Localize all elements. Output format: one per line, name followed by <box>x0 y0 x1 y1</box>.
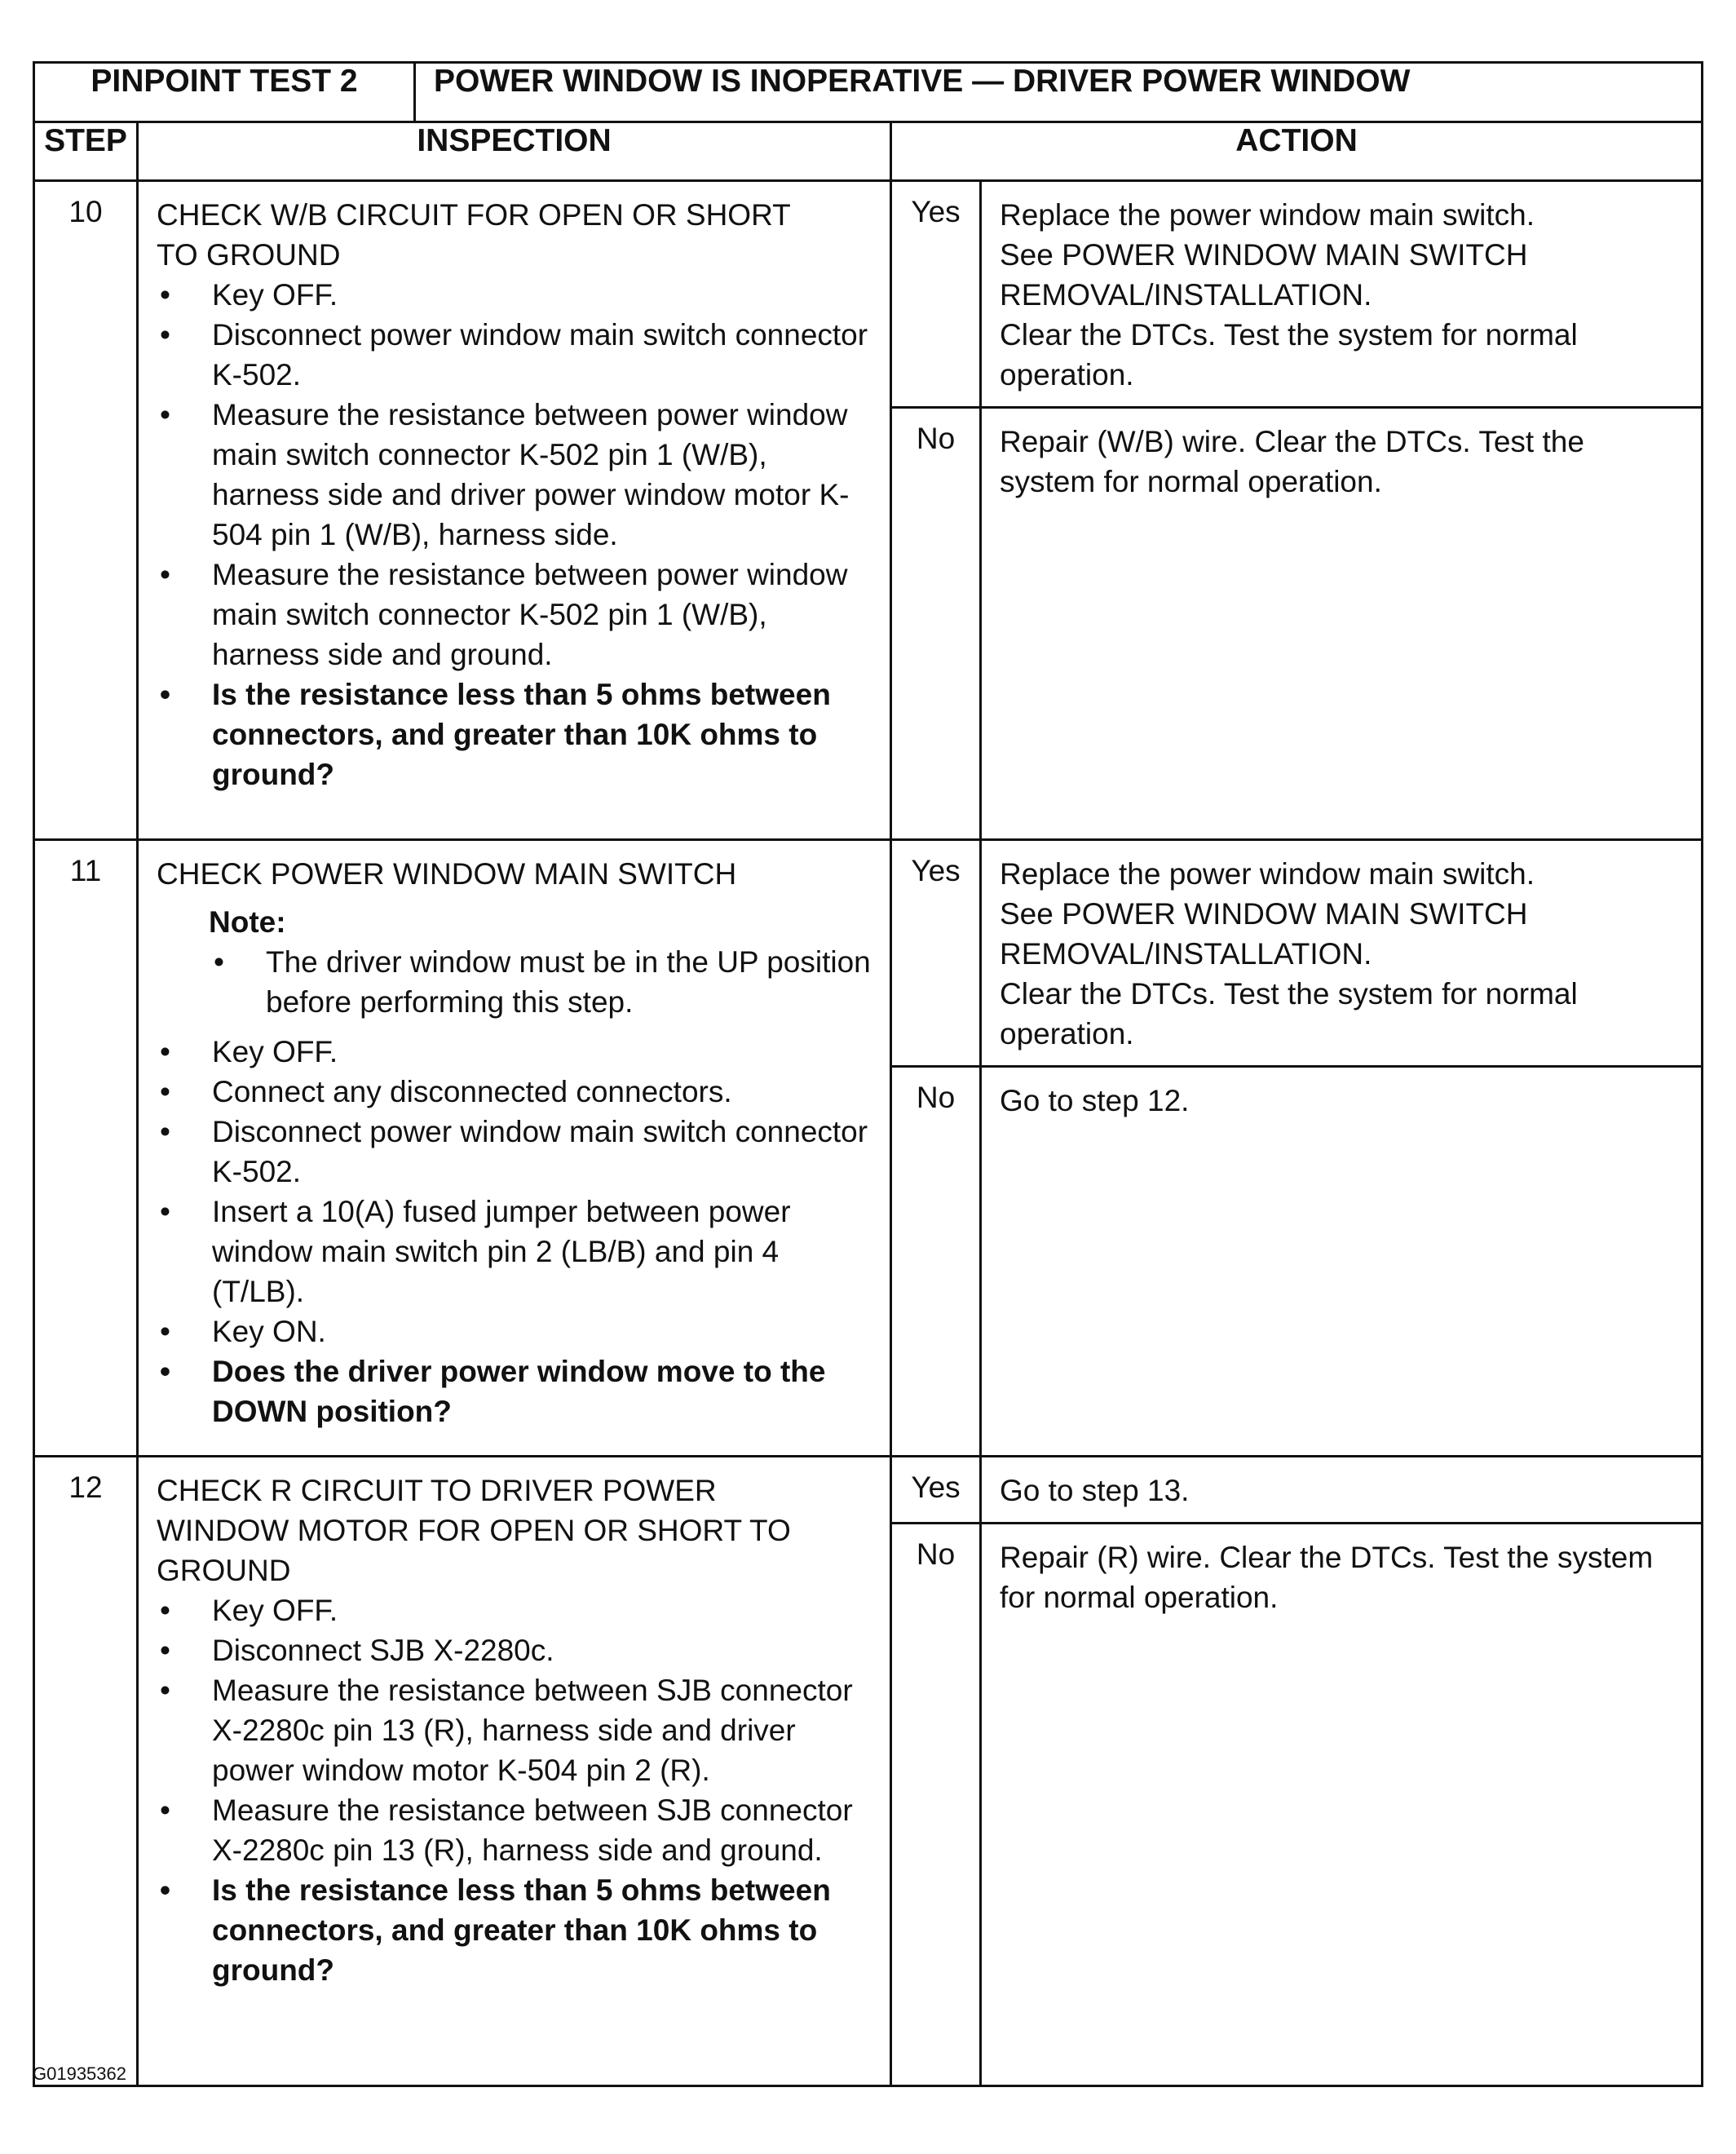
bullet-item: • Measure the resistance between power window main switch connector K-502 pin 1 (W/B), harness side and ground. <box>157 555 875 675</box>
action-line: REMOVAL/INSTALLATION. <box>1000 278 1372 312</box>
step-11-inspection <box>138 840 891 1457</box>
step-title-line: TO GROUND <box>157 238 341 272</box>
bullet-question: • Is the resistance less than 5 ohms between connectors, and greater than 10K ohms to ground? <box>157 675 875 794</box>
column-header-row <box>34 122 1703 181</box>
step-title-line: CHECK R CIRCUIT TO DRIVER POWER <box>157 1474 717 1507</box>
note-text: • The driver window must be in the UP position before performing this step. <box>209 942 875 1022</box>
bullet-item: • Key ON. <box>157 1311 875 1351</box>
bullet-question: • Does the driver power window move to the DOWN position? <box>157 1351 875 1431</box>
step-number: 12 <box>34 1457 138 2086</box>
action-line: Repair (W/B) wire. Clear the DTCs. Test the system for normal operation. <box>1000 425 1584 498</box>
step-title-line: WINDOW MOTOR FOR OPEN OR SHORT TO <box>157 1514 791 1547</box>
action-line: Clear the DTCs. Test the system for normal operation. <box>1000 977 1578 1050</box>
bullet-item: • Insert a 10(A) fused jumper between power window main switch pin 2 (LB/B) and pin 4 (T/LB). <box>157 1192 875 1311</box>
no-label: No <box>891 1067 981 1457</box>
yes-label: Yes <box>891 840 981 1067</box>
yes-label: Yes <box>891 181 981 408</box>
no-action <box>981 408 1703 840</box>
action-line: Clear the DTCs. Test the system for normal operation. <box>1000 318 1578 391</box>
step-number: 10 <box>34 181 138 840</box>
bullet-item: • Measure the resistance between power window main switch connector K-502 pin 1 (W/B), harness side and driver power window motor K-504 pin 1 (W/B), harness side. <box>157 395 875 555</box>
bullet-item: • Measure the resistance between SJB connector X-2280c pin 13 (R), harness side and driver power window motor K-504 pin 2 (R). <box>157 1670 875 1790</box>
action-column-header: ACTION <box>891 122 1703 181</box>
test-header-row <box>34 63 1703 122</box>
bullet-item: • Disconnect SJB X-2280c. <box>157 1630 875 1670</box>
step-10-bullets <box>157 275 875 794</box>
test-title: POWER WINDOW IS INOPERATIVE — DRIVER POWER WINDOW <box>415 63 1703 122</box>
no-label: No <box>891 408 981 840</box>
step-column-header: STEP <box>34 122 138 181</box>
action-line: See POWER WINDOW MAIN SWITCH <box>1000 238 1528 272</box>
note-block <box>209 902 875 1022</box>
yes-action <box>981 181 1703 408</box>
action-line: Repair (R) wire. Clear the DTCs. Test the system for normal operation. <box>1000 1541 1654 1614</box>
no-label: No <box>891 1524 981 2086</box>
step-12-bullets <box>157 1590 875 1990</box>
note-label: Note: <box>209 905 286 939</box>
step-10-inspection <box>138 181 891 840</box>
step-number: 11 <box>34 840 138 1457</box>
no-action <box>981 1524 1703 2086</box>
bullet-item: • Measure the resistance between SJB connector X-2280c pin 13 (R), harness side and ground. <box>157 1790 875 1870</box>
bullet-item: • Key OFF. <box>157 1590 875 1630</box>
bullet-question: • Is the resistance less than 5 ohms between connectors, and greater than 10K ohms to ground? <box>157 1870 875 1990</box>
step-12-row-yes <box>34 1457 1703 1524</box>
bullet-item: • Disconnect power window main switch connector K-502. <box>157 1112 875 1192</box>
action-line: See POWER WINDOW MAIN SWITCH <box>1000 897 1528 931</box>
yes-label: Yes <box>891 1457 981 1524</box>
pinpoint-test-table <box>33 61 1703 2087</box>
action-line: Replace the power window main switch. <box>1000 198 1535 232</box>
step-11-row-yes <box>34 840 1703 1067</box>
yes-action <box>981 840 1703 1067</box>
bullet-item: • Disconnect power window main switch connector K-502. <box>157 315 875 395</box>
bullet-item: • Key OFF. <box>157 275 875 315</box>
action-line: Go to step 13. <box>1000 1474 1190 1507</box>
pinpoint-label: PINPOINT TEST 2 <box>34 63 415 122</box>
no-action <box>981 1067 1703 1457</box>
bullet-item: • Connect any disconnected connectors. <box>157 1072 875 1112</box>
inspection-column-header: INSPECTION <box>138 122 891 181</box>
step-10-row-yes <box>34 181 1703 408</box>
step-title-line: CHECK POWER WINDOW MAIN SWITCH <box>157 857 737 891</box>
note-bullets <box>209 942 875 1022</box>
step-title-line: CHECK W/B CIRCUIT FOR OPEN OR SHORT <box>157 198 791 232</box>
step-11-bullets <box>157 1032 875 1431</box>
bullet-item: • Key OFF. <box>157 1032 875 1072</box>
figure-code: G01935362 <box>33 2063 126 2084</box>
action-line: Go to step 12. <box>1000 1084 1190 1117</box>
step-title-line: GROUND <box>157 1554 291 1587</box>
action-line: REMOVAL/INSTALLATION. <box>1000 937 1372 971</box>
yes-action <box>981 1457 1703 1524</box>
step-12-inspection <box>138 1457 891 2086</box>
action-line: Replace the power window main switch. <box>1000 857 1535 891</box>
